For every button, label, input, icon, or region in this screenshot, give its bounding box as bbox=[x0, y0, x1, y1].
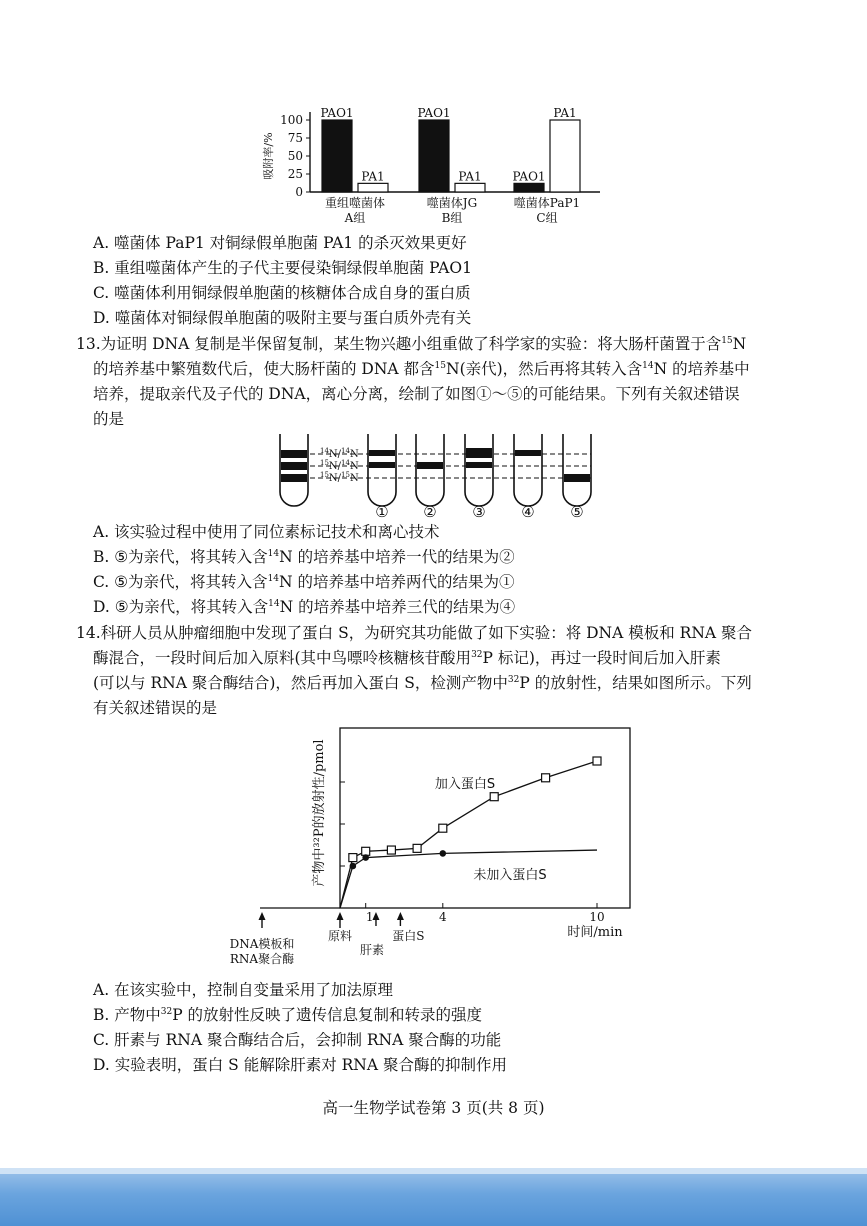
tube-1 bbox=[368, 434, 396, 506]
series-label-with-s: 加入蛋白S bbox=[434, 777, 496, 792]
q13-stem-line1 bbox=[76, 334, 746, 354]
bar bbox=[514, 183, 544, 192]
bar bbox=[419, 120, 449, 192]
group-id: C组 bbox=[536, 211, 558, 225]
adsorption-bar-chart bbox=[262, 100, 612, 230]
tube-number-2: ② bbox=[423, 503, 437, 520]
q14-option-a: A. 在该实验中，控制自变量采用了加法原理 bbox=[93, 981, 394, 999]
band bbox=[417, 462, 443, 469]
sup: 14 bbox=[268, 599, 280, 609]
text: N 的培养基中培养一代的结果为② bbox=[279, 548, 515, 566]
arrow-raw-material-head bbox=[337, 912, 344, 920]
data-point-square bbox=[439, 824, 447, 832]
bar-label: PA1 bbox=[553, 106, 577, 120]
text: N 的培养基中培养两代的结果为① bbox=[279, 573, 515, 591]
data-point-circle bbox=[350, 863, 357, 870]
tube-number-4: ④ bbox=[521, 503, 535, 520]
text: D. ⑤为亲代，将其转入含 bbox=[93, 598, 269, 616]
series-line bbox=[340, 850, 597, 908]
bar-label: PAO1 bbox=[320, 106, 354, 120]
bar-label: PA1 bbox=[458, 169, 482, 184]
data-point-circle bbox=[440, 850, 447, 857]
event-label-rnap: RNA聚合酶 bbox=[229, 952, 295, 966]
tube-5 bbox=[563, 434, 591, 506]
q13-stem-line4: 的是 bbox=[93, 410, 125, 428]
text: P 标记)，再过一段时间后加入肝素 bbox=[482, 649, 721, 667]
event-label-protein-s: 蛋白S bbox=[392, 929, 425, 943]
label-15n-14n: $^{15}$N/$^{14}$N bbox=[320, 459, 359, 472]
q12-option-d: D. 噬菌体对铜绿假单胞菌的吸附主要与蛋白质外壳有关 bbox=[93, 309, 472, 327]
data-point-square bbox=[490, 793, 498, 801]
event-label-heparin: 肝素 bbox=[359, 943, 384, 957]
text: N 的培养基中培养三代的结果为④ bbox=[279, 598, 516, 616]
q14-stem-line4: 有关叙述错误的是 bbox=[93, 699, 218, 717]
data-point-square bbox=[593, 757, 601, 765]
band bbox=[369, 462, 395, 468]
band bbox=[281, 474, 307, 482]
tube-2 bbox=[416, 434, 444, 506]
sup: 15 bbox=[721, 336, 733, 346]
label-14n-14n: $^{14}$N/$^{14}$N bbox=[320, 447, 359, 460]
group-id: B组 bbox=[441, 211, 463, 225]
band bbox=[281, 450, 307, 458]
q14-option-b bbox=[93, 1005, 482, 1025]
y-axis-label: 吸附率/% bbox=[262, 132, 275, 180]
q13-text: 的培养基中繁殖数代后，使大肠杆菌的 DNA 都含 bbox=[93, 360, 435, 378]
q13-stem-line3: 培养，提取亲代及子代的 DNA，离心分离，绘制了如图①～⑤的可能结果。下列有关叙述错误 bbox=[93, 385, 740, 403]
data-point-square bbox=[542, 774, 550, 782]
q13-option-b bbox=[93, 547, 515, 567]
data-point-circle bbox=[362, 854, 369, 861]
text: B. 产物中 bbox=[93, 1006, 161, 1024]
q13-text: N bbox=[732, 335, 747, 353]
text: P 的放射性，结果如图所示。下列 bbox=[519, 674, 752, 692]
text: 科研人员从肿瘤细胞中发现了蛋白 S，为研究其功能做了如下实验：将 DNA 模板和 RNA 聚合 bbox=[100, 624, 753, 642]
page-footer: 高一生物学试卷第 3 页(共 8 页) bbox=[322, 1099, 545, 1117]
sup: 15 bbox=[434, 361, 446, 371]
q12-option-a: A. 噬菌体 PaP1 对铜绿假单胞菌 PA1 的杀灭效果更好 bbox=[93, 234, 467, 252]
band bbox=[281, 462, 307, 470]
sup: 14 bbox=[267, 574, 280, 584]
arrow-protein-s-head bbox=[397, 912, 404, 920]
y-tick-label: 0 bbox=[295, 185, 303, 199]
group-name: 重组噬菌体 bbox=[324, 196, 386, 210]
tube-4 bbox=[514, 434, 542, 506]
event-label-dna: DNA模板和 bbox=[229, 937, 295, 951]
q14-option-c: C. 肝素与 RNA 聚合酶结合后，会抑制 RNA 聚合酶的功能 bbox=[93, 1031, 502, 1049]
text: 酶混合，一段时间后加入原料(其中鸟嘌呤核糖核苷酸用 bbox=[93, 649, 472, 667]
label-15n-15n: $^{15}$N/$^{15}$N bbox=[320, 471, 359, 484]
data-point-square bbox=[349, 854, 357, 862]
tube-number-1: ① bbox=[375, 503, 389, 520]
data-point-square bbox=[413, 844, 421, 852]
y-tick-label: 75 bbox=[287, 131, 303, 145]
bar bbox=[322, 120, 352, 192]
radioactivity-line-chart bbox=[220, 718, 640, 980]
q13-text: N(亲代)，然后再将其转入含 bbox=[446, 360, 643, 378]
y-tick-label: 50 bbox=[287, 149, 303, 163]
scan-bottom-band bbox=[0, 1168, 867, 1226]
q14-stem-line3 bbox=[93, 673, 752, 693]
q14-number: 14. bbox=[76, 624, 101, 642]
series-label-without-s: 未加入蛋白S bbox=[473, 868, 547, 883]
sup: 32 bbox=[471, 650, 483, 660]
x-tick-label: 4 bbox=[438, 910, 447, 924]
band bbox=[369, 450, 395, 456]
text: B. ⑤为亲代，将其转入含 bbox=[93, 548, 268, 566]
group-name: 噬菌体JG bbox=[426, 196, 478, 210]
bar bbox=[550, 120, 580, 192]
q13-option-a: A. 该实验过程中使用了同位素标记技术和离心技术 bbox=[93, 523, 440, 541]
q13-text: 为证明 DNA 复制是半保留复制，某生物兴趣小组重做了科学家的实验：将大肠杆菌置于含 bbox=[100, 335, 722, 353]
x-axis-label: 时间/min bbox=[567, 925, 623, 940]
tube-3 bbox=[465, 434, 493, 506]
centrifuge-tubes-figure bbox=[276, 428, 596, 520]
q13-stem-line2 bbox=[93, 359, 750, 379]
q14-stem-line2 bbox=[93, 648, 721, 668]
y-tick-label: 100 bbox=[280, 113, 303, 127]
sup: 32 bbox=[160, 1007, 173, 1017]
bar-label: PAO1 bbox=[417, 106, 451, 120]
group-id: A组 bbox=[344, 211, 366, 225]
q14-option-d: D. 实验表明，蛋白 S 能解除肝素对 RNA 聚合酶的抑制作用 bbox=[93, 1056, 507, 1074]
y-axis-label: 产物中³²P的放射性/pmol bbox=[312, 739, 327, 887]
bar-label: PAO1 bbox=[512, 169, 546, 184]
group-name: 噬菌体PaP1 bbox=[513, 196, 581, 210]
sup: 14 bbox=[267, 549, 280, 559]
bar bbox=[455, 183, 485, 192]
q12-option-c: C. 噬菌体利用铜绿假单胞菌的核糖体合成自身的蛋白质 bbox=[93, 284, 471, 302]
data-point-square bbox=[387, 846, 395, 854]
q13-text: N 的培养基中 bbox=[653, 360, 750, 378]
tube-number-5: ⑤ bbox=[570, 503, 584, 520]
band bbox=[564, 474, 590, 482]
x-tick-label: 1 bbox=[365, 910, 374, 924]
text: (可以与 RNA 聚合酶结合)，然后再加入蛋白 S，检测产物中 bbox=[93, 674, 508, 692]
text: C. ⑤为亲代，将其转入含 bbox=[93, 573, 268, 591]
arrow-dna-template-head bbox=[259, 912, 266, 920]
band bbox=[515, 450, 541, 456]
band bbox=[466, 462, 492, 468]
bar-label: PA1 bbox=[361, 169, 385, 184]
q14-stem-line1 bbox=[76, 623, 752, 643]
text: P 的放射性反映了遗传信息复制和转录的强度 bbox=[172, 1006, 483, 1024]
sup: 32 bbox=[507, 675, 520, 685]
x-tick-label: 10 bbox=[589, 910, 605, 924]
y-tick-label: 25 bbox=[287, 167, 303, 181]
tube-number-3: ③ bbox=[472, 503, 486, 520]
q13-option-c bbox=[93, 572, 515, 592]
q13-number: 13. bbox=[76, 335, 101, 353]
sup: 14 bbox=[642, 361, 654, 371]
data-point-square bbox=[362, 847, 370, 855]
event-label-raw: 原料 bbox=[327, 929, 353, 943]
band bbox=[466, 448, 492, 458]
q12-option-b: B. 重组噬菌体产生的子代主要侵染铜绿假单胞菌 PAO1 bbox=[93, 259, 472, 277]
q13-option-d bbox=[93, 597, 515, 617]
bar bbox=[358, 183, 388, 192]
